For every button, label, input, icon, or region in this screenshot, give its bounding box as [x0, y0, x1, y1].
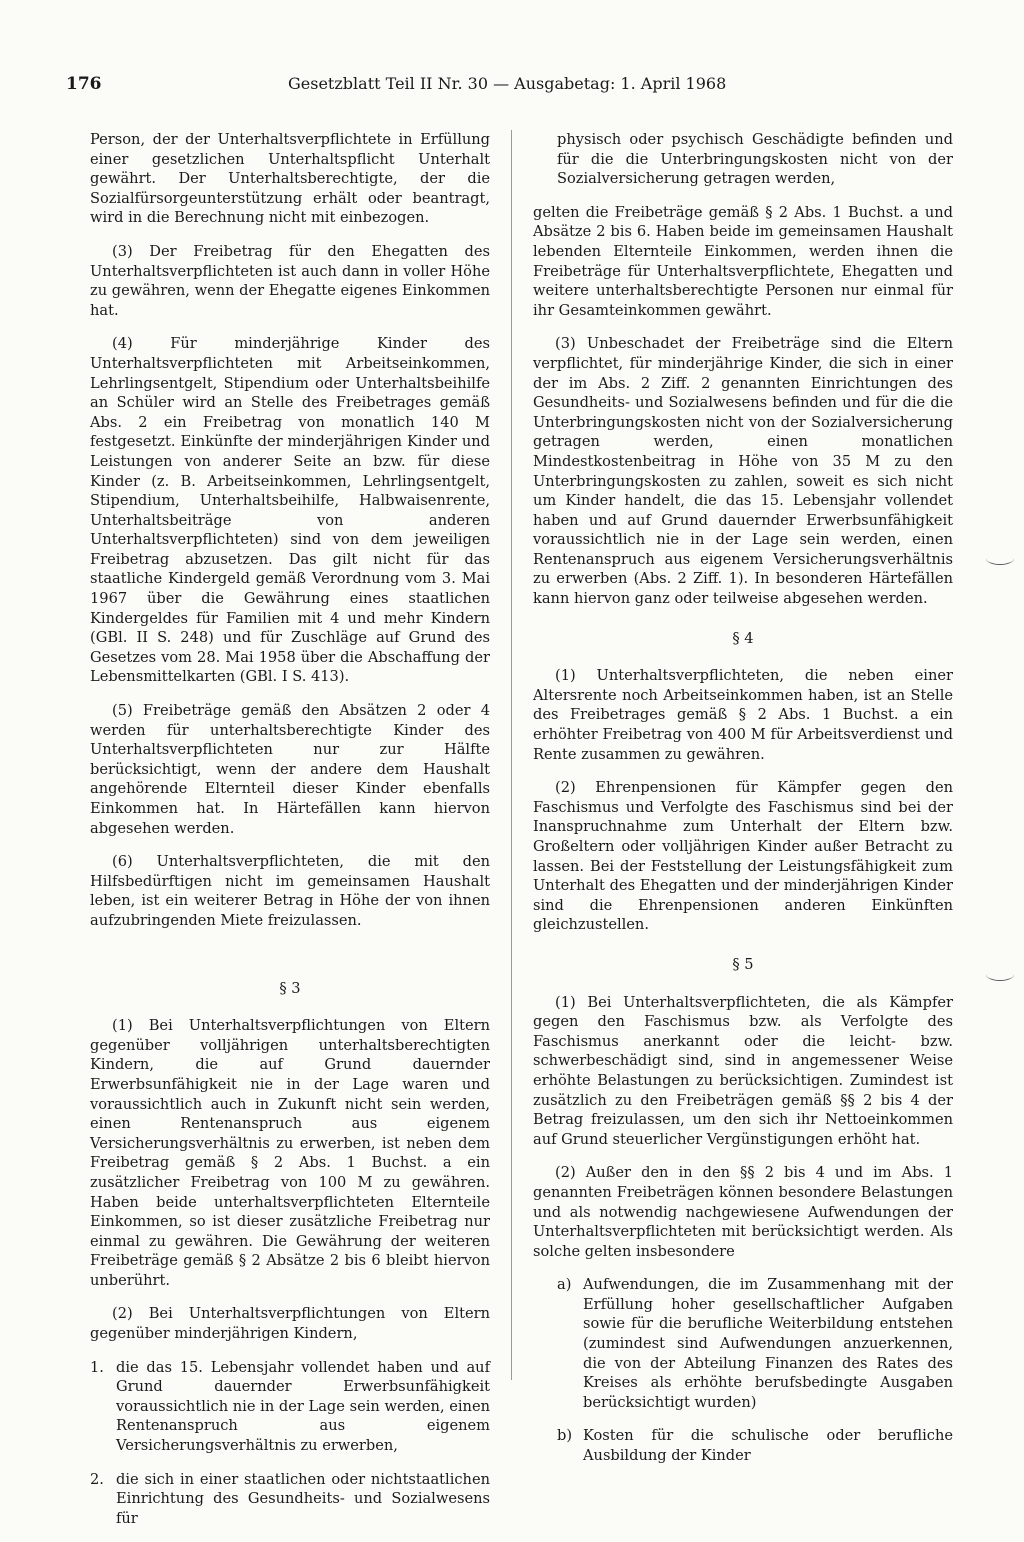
paragraph: (2) Bei Unterhaltsverpflichtungen von Eltern gegenüber minderjährigen Kindern,	[90, 1305, 490, 1343]
right-column	[533, 130, 953, 1480]
paragraph: Person, der der Unterhaltsverpflichtete in Erfüllung einer gesetzlichen Unterhaltspflicht Unterhalt gewährt. Der Unterhaltsberechtigte, der die Sozialfürsorgeunterstützung erhält oder beantragt, wird in die Berechnung nicht mit einbezogen.	[90, 131, 490, 227]
section-heading: § 5	[732, 955, 754, 973]
paragraph: gelten die Freibeträge gemäß § 2 Abs. 1 Buchst. a und Absätze 2 bis 6. Haben beide im gemeinsamen Haushalt lebenden Elternteile Einkommen, werden ihnen die Freibeträge für Unterhaltsverpflichtete, Ehegatten und weitere unterhaltsberechtigte Personen nur einmal für ihr Gesamteinkommen gewährt.	[533, 203, 953, 319]
page-number: 176	[66, 74, 102, 94]
paragraph: (2) Ehrenpensionen für Kämpfer gegen den Faschismus und Verfolgte des Faschismus sind bei der Inanspruchnahme zum Unterhalt der Eltern bzw. Großeltern oder volljährigen Kinder außer Betracht zu lassen. Bei der Feststellung der Leistungsfähigkeit zum Unterhalt des Ehegatten und der minderjährigen Kinder sind die Ehrenpensionen anderen Einkünften gleichzustellen.	[533, 779, 953, 934]
section-heading: § 4	[732, 629, 754, 647]
list-marker: b)	[557, 1427, 573, 1445]
margin-mark	[986, 968, 1014, 981]
list-item	[90, 1358, 490, 1456]
paragraph: (3) Der Freibetrag für den Ehegatten des Unterhaltsverpflichteten ist auch dann in voller Höhe zu gewähren, wenn der Ehegatte eigenes Einkommen hat.	[90, 242, 490, 319]
list-item	[557, 1426, 953, 1465]
paragraph: (1) Bei Unterhaltsverpflichtungen von Eltern gegenüber volljährigen unterhaltsberechtigten Kindern, die auf Grund dauernder Erwerbsunfähigkeit nie in der Lage waren und voraussichtlich auch in Zukunft nicht sein werden, einen Rentenanspruch aus eigenem Versicherungsverhältnis zu erwerben, ist neben dem Freibetrag gemäß § 2 Abs. 1 Buchst. a ein zusätzlicher Freibetrag von 100 M zu gewähren. Haben beide unterhaltsverpflichteten Elternteile Einkommen, so ist dieser zusätzliche Freibetrag nur einmal zu gewähren. Die Gewährung der weiteren Freibeträge gemäß § 2 Absätze 2 bis 6 bleibt hiervon unberührt.	[90, 1017, 490, 1289]
column-divider	[511, 130, 512, 1380]
section-heading: § 3	[279, 979, 301, 997]
list-text: Aufwendungen, die im Zusammenhang mit der Erfüllung hoher gesellschaftlicher Aufgaben sowie für die berufliche Weiterbildung entstehen (zumindest sind Aufwendungen anzuerkennen, die von der Abteilung Finanzen des Rates des Kreises als erhöhte berufsbedingte Ausgaben berücksichtigt wurden)	[583, 1276, 953, 1411]
paragraph: (4) Für minderjährige Kinder des Unterhaltsverpflichteten mit Arbeitseinkommen, Lehrlingsentgelt, Stipendium oder Unterhaltsbeihilfe an Schüler wird an Stelle des Freibetrages gemäß Abs. 2 ein Freibetrag von monatlich 140 M festgesetzt. Einkünfte der minderjährigen Kinder und Leistungen von anderer Seite an bzw. für diese Kinder (z. B. Arbeitseinkommen, Lehrlingsentgelt, Stipendium, Unterhaltsbeihilfe, Halbwaisenrente, Unterhaltsbeiträge von anderen Unterhaltsverpflichteten) sind von dem jeweiligen Freibetrag abzusetzen. Das gilt nicht für das staatliche Kindergeld gemäß Verordnung vom 3. Mai 1967 über die Gewährung eines staatlichen Kindergeldes für Familien mit 4 und mehr Kindern (GBl. II S. 248) und für Zuschläge auf Grund des Gesetzes vom 28. Mai 1958 über die Abschaffung der Lebensmittelkarten (GBl. I S. 413).	[90, 335, 490, 686]
list-marker: a)	[557, 1276, 572, 1294]
list-text: die sich in einer staatlichen oder nichtstaatlichen Einrichtung des Gesundheits- und Sozialwesens für	[116, 1470, 490, 1527]
paragraph: (5) Freibeträge gemäß den Absätzen 2 oder 4 werden für unterhaltsberechtigte Kinder des Unterhaltsverpflichteten nur zur Hälfte berücksichtigt, wenn der andere dem Haushalt angehörende Elternteil dieser Kinder ebenfalls Einkommen hat. In Härtefällen kann hiervon abgesehen werden.	[90, 702, 490, 837]
running-head: Gesetzblatt Teil II Nr. 30 — Ausgabetag: 1. April 1968	[288, 74, 727, 93]
paragraph: (3) Unbeschadet der Freibeträge sind die Eltern verpflichtet, für minderjährige Kinder, die sich in einer der im Abs. 2 Ziff. 2 genannten Einrichtungen des Gesundheits- und Sozialwesens befinden und für die die Unterbringungskosten nicht von der Sozialversicherung getragen werden, einen monatlichen Mindestkostenbeitrag in Höhe von 35 M zu den Unterbringungskosten zu zahlen, soweit es sich nicht um Kinder handelt, die das 15. Lebensjahr vollendet haben und auf Grund dauernder Erwerbsunfähigkeit voraussichtlich nie in der Lage sein werden, einen Rentenanspruch aus eigenem Versicherungsverhältnis zu erwerben (Abs. 2 Ziff. 1). In besonderen Härtefällen kann hiervon ganz oder teilweise abgesehen werden.	[533, 335, 953, 608]
paragraph: (1) Unterhaltsverpflichteten, die neben einer Altersrente noch Arbeitseinkommen haben, ist an Stelle des Freibetrages gemäß § 2 Abs. 1 Buchst. a ein erhöhter Freibetrag von 400 M für Arbeitsverdienst und Rente zusammen zu gewähren.	[533, 667, 953, 763]
paragraph: (2) Außer den in den §§ 2 bis 4 und im Abs. 1 genannten Freibeträgen können besondere Belastungen und als notwendig nachgewiesene Aufwendungen der Unterhaltsverpflichteten mit berücksichtigt werden. Als solche gelten insbesondere	[533, 1164, 953, 1260]
margin-mark	[986, 552, 1014, 565]
paragraph: (1) Bei Unterhaltsverpflichteten, die als Kämpfer gegen den Faschismus bzw. als Verfolgte des Faschismus anerkannt oder die leicht- bzw. schwerbeschädigt sind, sind in angemessener Weise erhöhte Belastungen zu berücksichtigen. Zumindest ist zusätzlich zu den Freibeträgen gemäß §§ 2 bis 4 der Betrag freizulassen, um den sich ihr Nettoeinkommen auf Grund steuerlicher Vergünstigungen erhöht hat.	[533, 993, 953, 1148]
list-text: Kosten für die schulische oder berufliche Ausbildung der Kinder	[583, 1427, 953, 1465]
list-item	[90, 1470, 490, 1529]
left-column	[90, 130, 490, 1542]
paragraph: physisch oder psychisch Geschädigte befinden und für die die Unterbringungskosten nicht von der Sozialversicherung getragen werden,	[557, 131, 953, 188]
list-text: die das 15. Lebensjahr vollendet haben und auf Grund dauernder Erwerbsunfähigkeit voraussichtlich nie in der Lage sein werden, einen Rentenanspruch aus eigenem Versicherungsverhältnis zu erwerben,	[116, 1358, 490, 1455]
list-marker: 1.	[90, 1358, 104, 1376]
page-header	[66, 74, 946, 100]
list-item	[557, 1275, 953, 1412]
paragraph: (6) Unterhaltsverpflichteten, die mit den Hilfsbedürftigen nicht im gemeinsamen Haushalt leben, ist ein weiterer Betrag in Höhe der von ihnen aufzubringenden Miete freizulassen.	[90, 853, 490, 929]
list-marker: 2.	[90, 1470, 104, 1488]
